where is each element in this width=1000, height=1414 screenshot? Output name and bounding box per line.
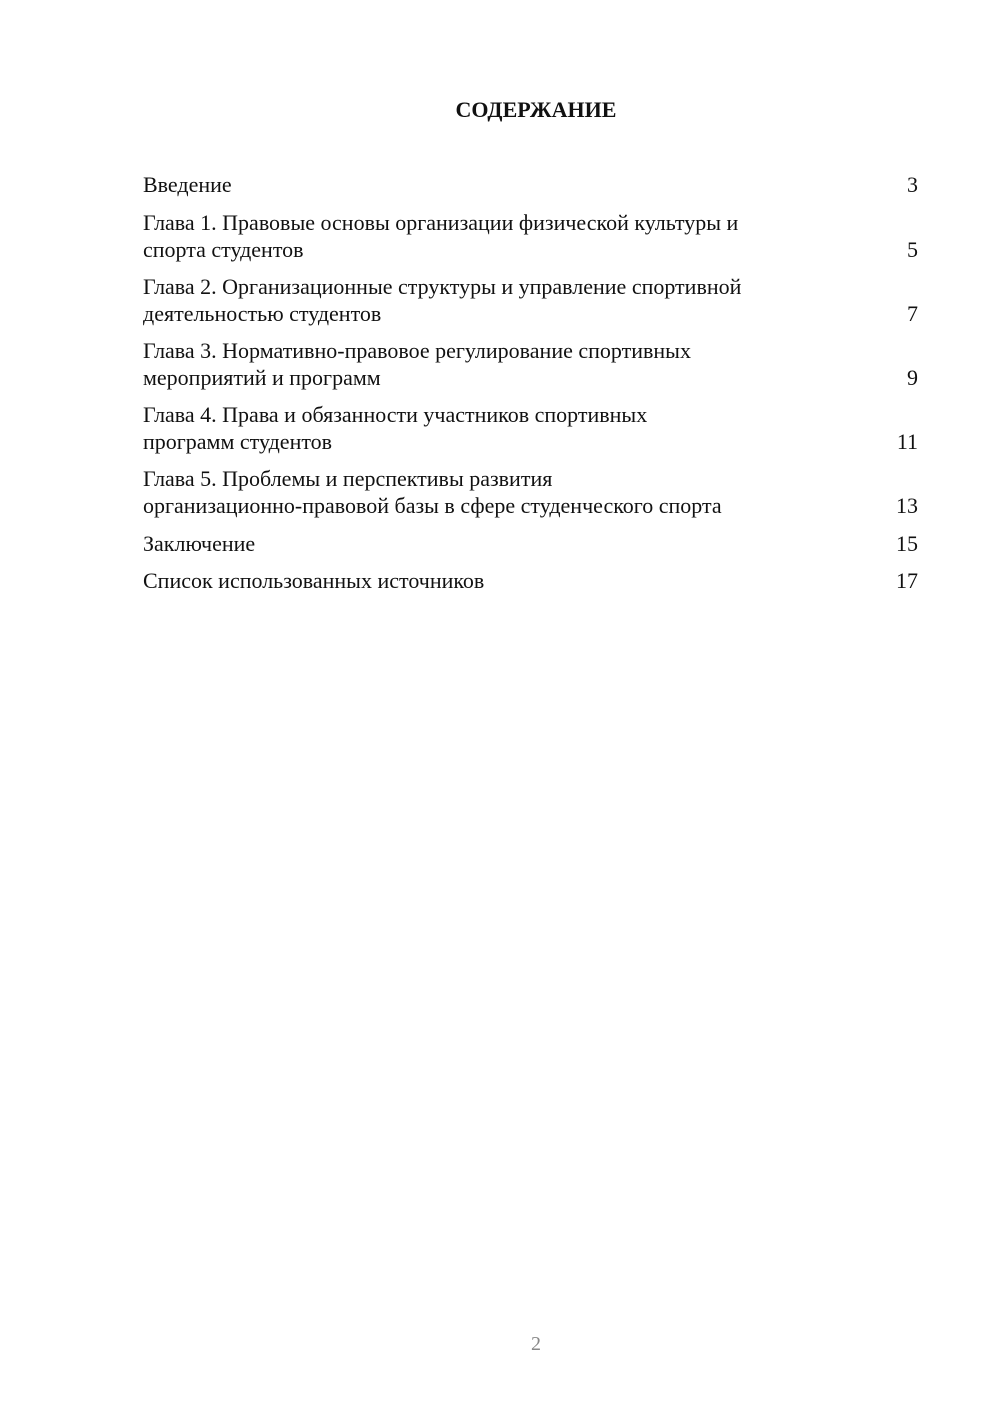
toc-entry-page: 13 xyxy=(896,493,918,518)
toc-entry-page: 3 xyxy=(907,172,918,197)
toc-entry-page: 11 xyxy=(896,429,918,454)
toc-entry-text: Глава 3. Нормативно-правовое регулирование спортивных мероприятий и программ xyxy=(143,338,691,390)
toc-entry-chapter-3 xyxy=(143,337,918,391)
toc-entry-chapter-1 xyxy=(143,209,918,263)
toc-entry-page: 15 xyxy=(896,531,918,556)
page-title: СОДЕРЖАНИЕ xyxy=(455,97,617,122)
toc-entry-text: Глава 1. Правовые основы организации физической культуры и спорта студентов xyxy=(143,210,739,262)
toc-entry-references xyxy=(143,567,918,594)
toc-entry-page: 9 xyxy=(907,365,918,390)
toc-entry-text: Глава 2. Организационные структуры и управление спортивной деятельностью студентов xyxy=(143,274,742,326)
toc-entry-page: 17 xyxy=(896,568,918,593)
page-number: 2 xyxy=(531,1333,541,1355)
toc-entry-chapter-5 xyxy=(143,465,918,519)
toc-entry-text: Глава 5. Проблемы и перспективы развития организационно-правовой базы в сфере студенческого спорта xyxy=(143,466,722,518)
toc-entry-page: 5 xyxy=(907,237,918,262)
toc-entry-chapter-4 xyxy=(143,401,918,455)
toc-entry-text: Список использованных источников xyxy=(143,568,485,593)
toc-entry-text: Заключение xyxy=(143,531,256,556)
toc-entry-chapter-2 xyxy=(143,273,918,327)
toc-entry-text: Введение xyxy=(143,172,232,197)
toc-entry-introduction xyxy=(143,171,918,198)
toc-entry-conclusion xyxy=(143,530,918,557)
toc-entry-text: Глава 4. Права и обязанности участников спортивных программ студентов xyxy=(143,402,648,454)
toc-entry-page: 7 xyxy=(907,301,918,326)
